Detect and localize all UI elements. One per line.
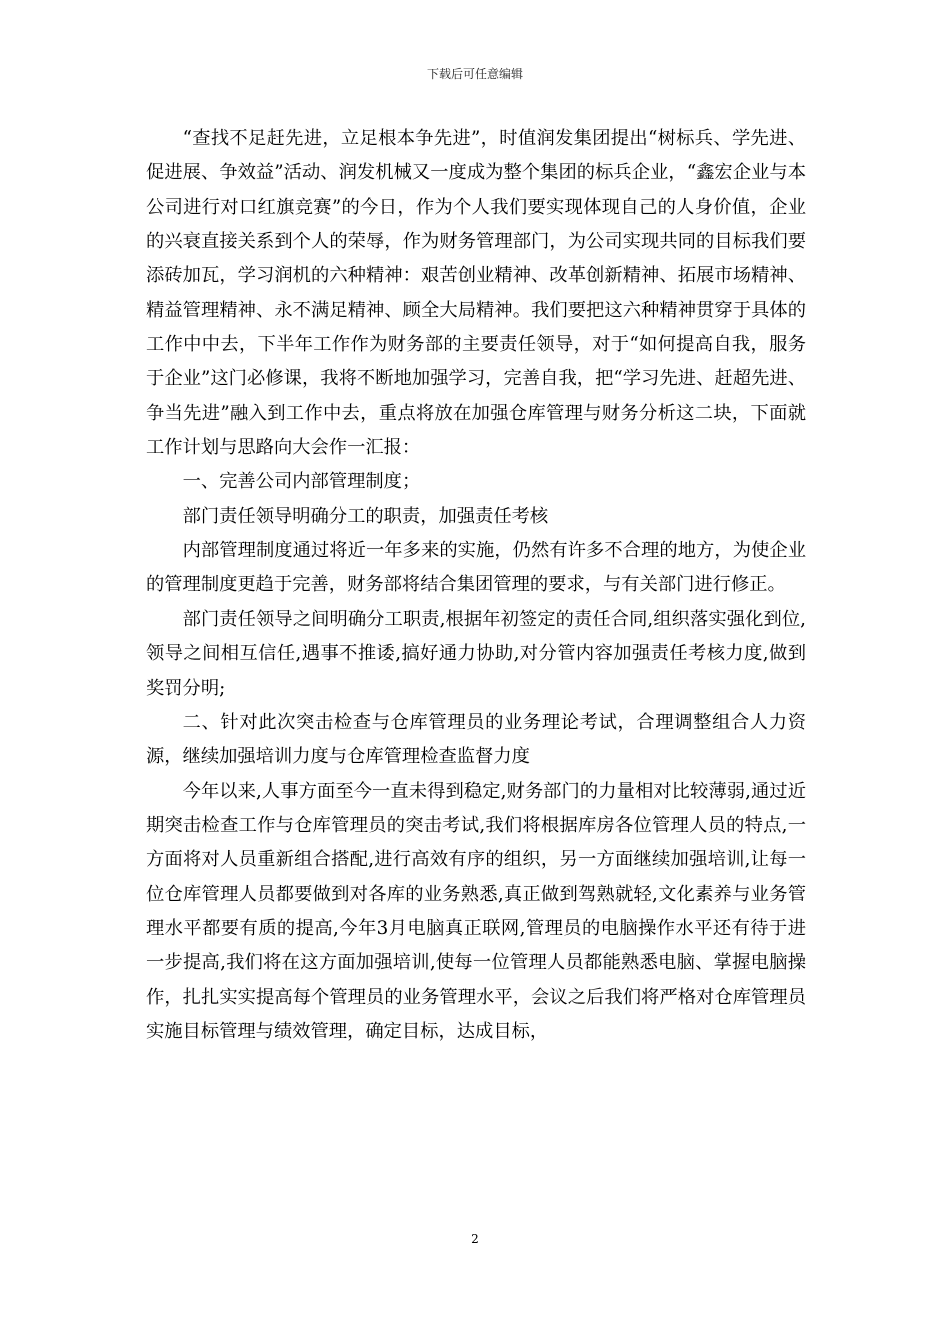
page-number: 2 — [471, 1232, 479, 1246]
paragraph-intro: “查找不足赶先进，立足根本争先进”，时值润发集团提出“树标兵、学先进、促进展、争效益”活动、润发机械又一度成为整个集团的标兵企业，“鑫宏企业与本公司进行对口红旗竞赛”的今日，作为个人我们要实现体现自己的人身价值，企业的兴衰直接关系到个人的荣辱，作为财务管理部门，为公司实现共同的目标我们要添砖加瓦，学习润机的六种精神：艰苦创业精神、改革创新精神、拓展市场精神、精益管理精神、永不满足精神、顾全大局精神。我们要把这六种精神贯穿于具体的工作中中去，下半年工作作为财务部的主要责任领导，对于“如何提高自我，服务于企业”这门必修课，我将不断地加强学习，完善自我，把“学习先进、赶超先进、争当先进”融入到工作中去，重点将放在加强仓库管理与财务分析这二块，下面就工作计划与思路向大会作一汇报： — [146, 128, 806, 459]
subheading-responsibility: 部门责任领导明确分工的职责，加强责任考核 — [182, 505, 549, 527]
page-header: 下载后可任意编辑 — [426, 67, 523, 81]
paragraph-internal-system: 内部管理制度通过将近一年多来的实施，仍然有许多不合理的地方，为使企业的管理制度更趋于完善，财务部将结合集团管理的要求，与有关部门进行修正。 — [146, 540, 806, 596]
paragraph-training: 今年以来,人事方面至今一直未得到稳定,财务部门的力量相对比较薄弱,通过近期突击检查工作与仓库管理员的突击考试,我们将根据库房各位管理人员的特点,一方面将对人员重新组合搭配,进行高效有序的组织，另一方面继续加强培训,让每一位仓库管理人员都要做到对各库的业务熟悉,真正做到驾熟就轻,文化素养与业务管理水平都要有质的提高,今年3月电脑真正联网,管理员的电脑操作水平还有待于进一步提高,我们将在这方面加强培训,使每一位管理人员都能熟悉电脑、掌握电脑操作，扎扎实实提高每个管理员的业务管理水平，会议之后我们将严格对仓库管理员实施目标管理与绩效管理，确定目标，达成目标， — [146, 780, 806, 1042]
section-heading-2: 二、针对此次突击检查与仓库管理员的业务理论考试，合理调整组合人力资源，继续加强培训力度与仓库管理检查监督力度 — [146, 711, 806, 768]
paragraph-division-of-duties: 部门责任领导之间明确分工职责,根据年初签定的责任合同,组织落实强化到位,领导之间相互信任,遇事不推诿,搞好通力协助,对分管内容加强责任考核力度,做到奖罚分明; — [146, 608, 806, 699]
document-body — [146, 122, 806, 1049]
section-heading-1: 一、完善公司内部管理制度； — [182, 471, 421, 493]
